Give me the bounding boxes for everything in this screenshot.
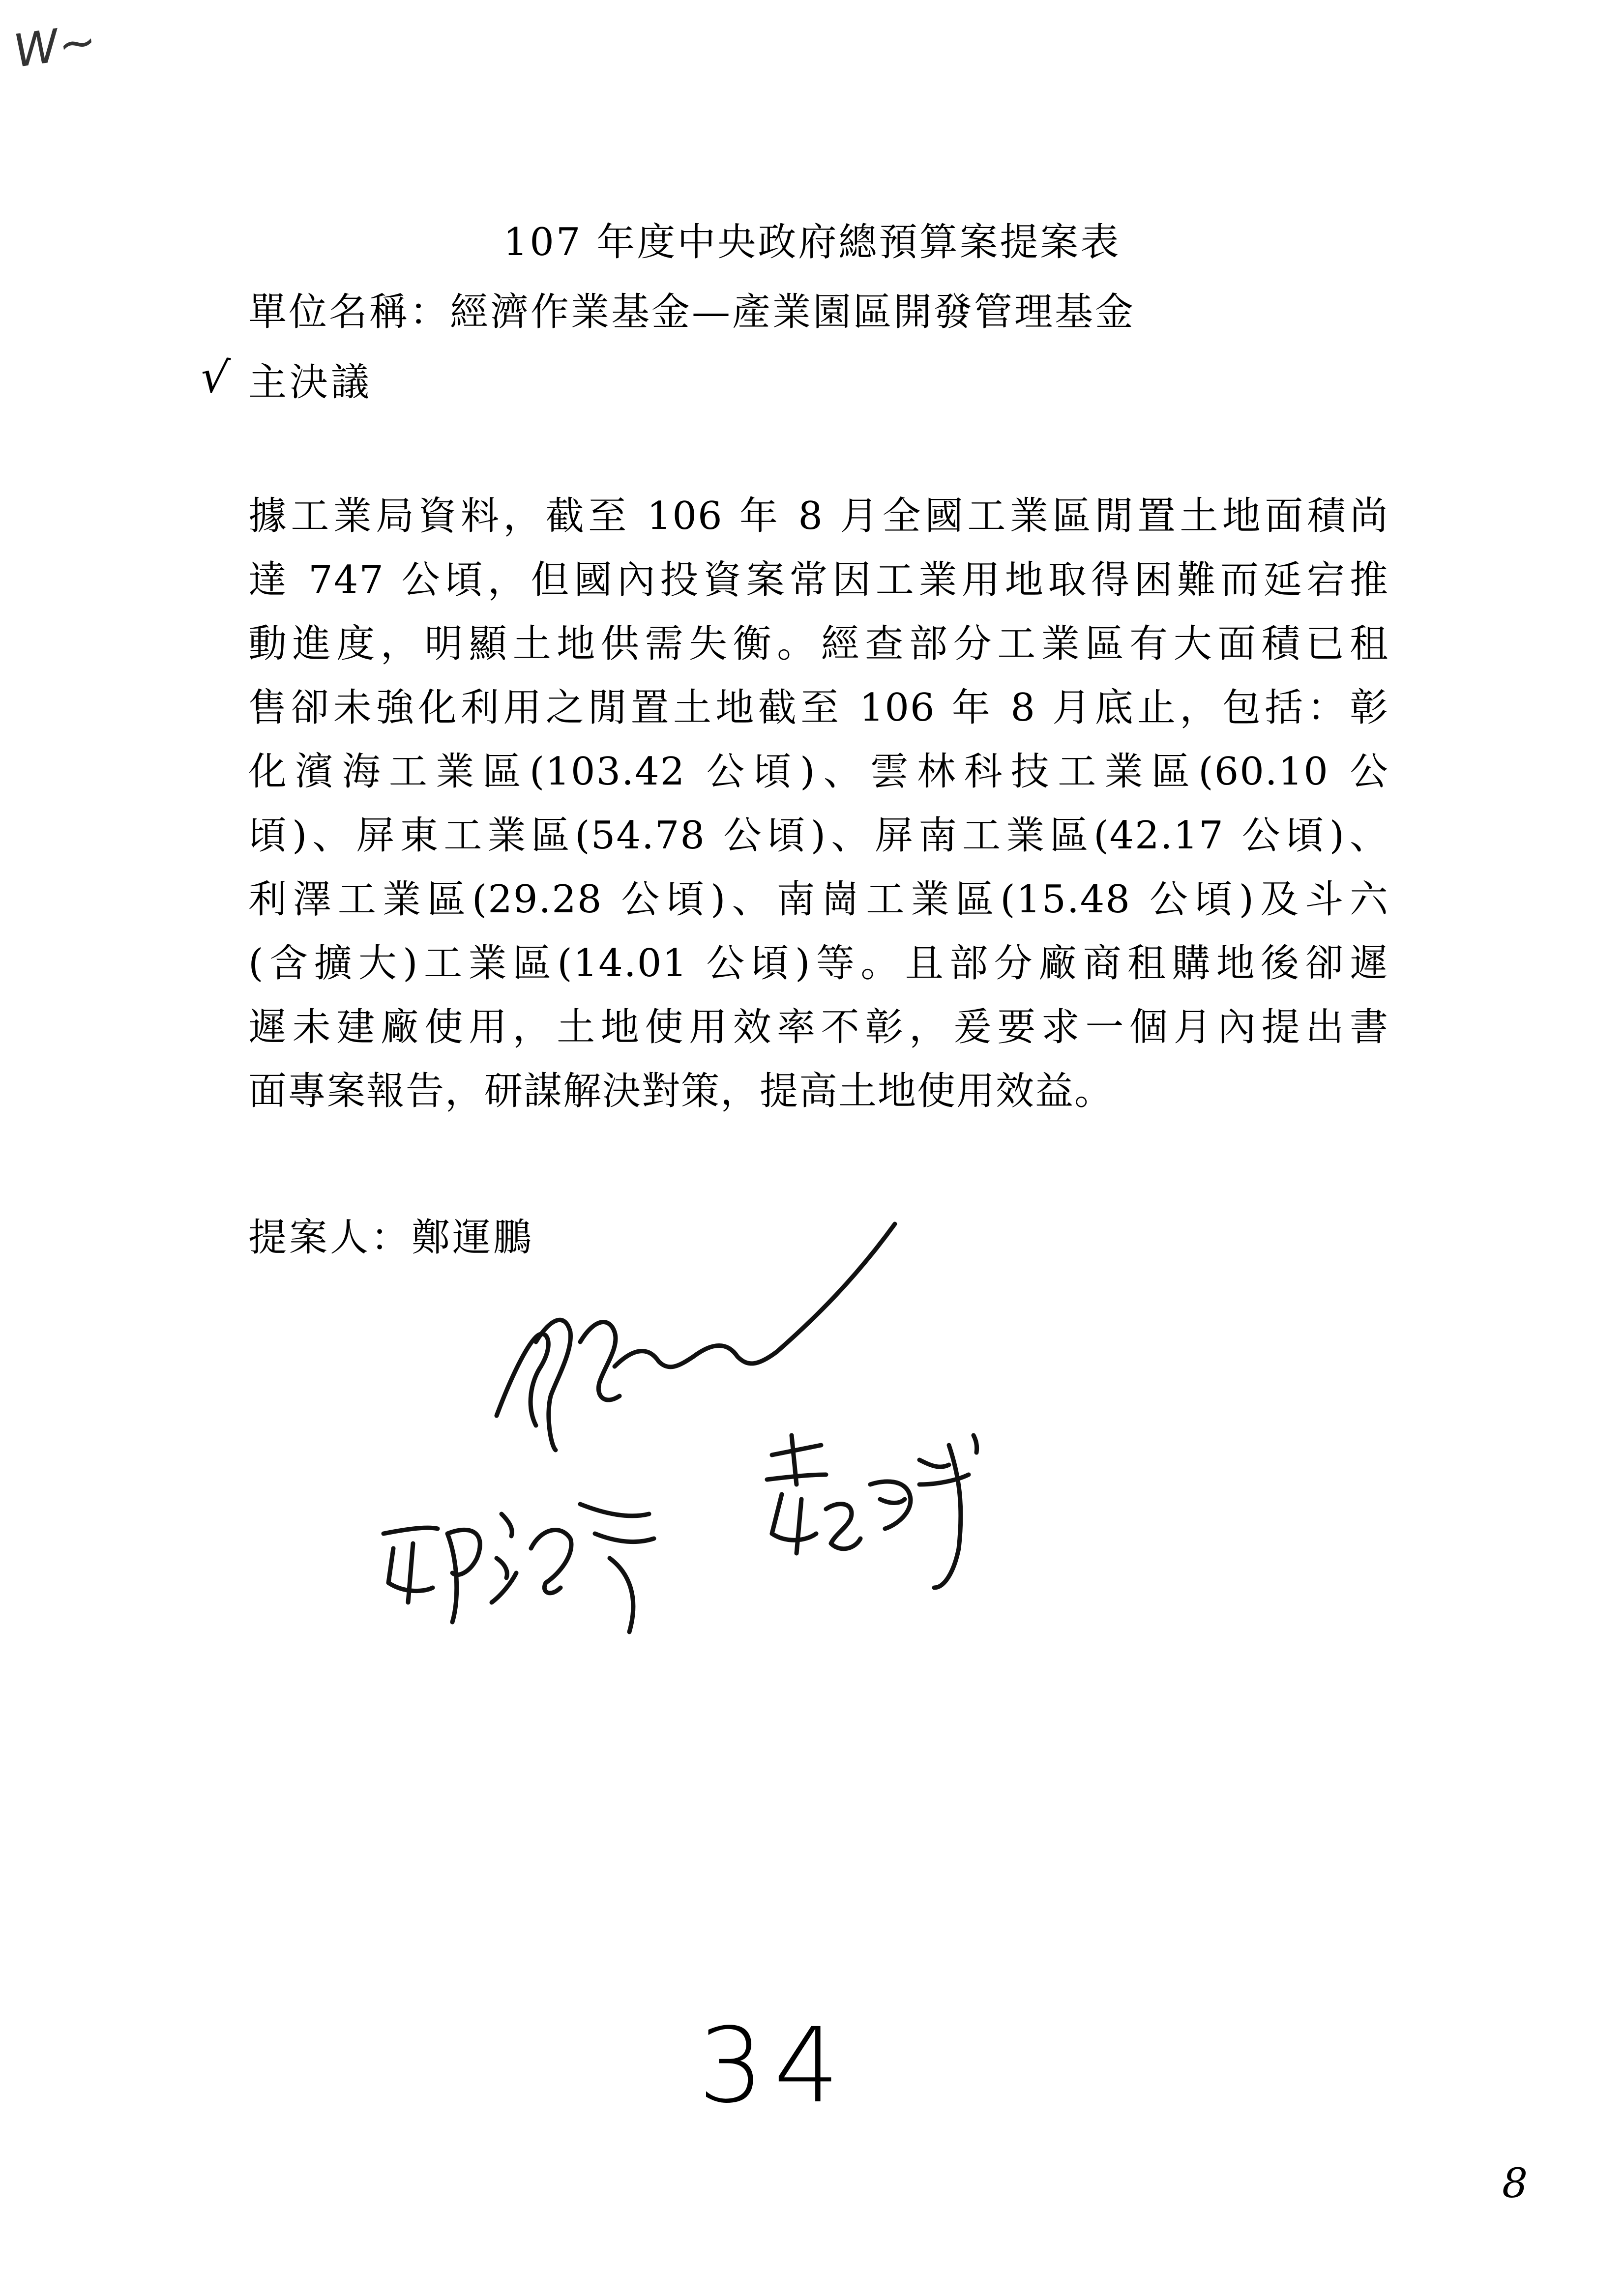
check-mark: √	[198, 350, 232, 405]
decision-type: 主決議	[248, 360, 373, 405]
unit-label: 單位名稱：	[248, 290, 450, 334]
signature-3	[742, 1425, 998, 1632]
body-line: 動進度，明顯土地供需失衡。經查部分工業區有大面積已租	[248, 622, 1389, 666]
body-line: 面專案報告，研謀解決對策，提高土地使用效益。	[248, 1069, 1114, 1113]
unit-name: 經濟作業基金—產業園區開發管理基金	[450, 290, 1136, 334]
handwritten-page-number: 34	[698, 2005, 850, 2126]
body-line: 遲未建廠使用，土地使用效率不彰，爰要求一個月內提出書	[248, 1005, 1389, 1049]
handwritten-sheet-number: 8	[1502, 2160, 1528, 2207]
body-line: 頃)、屏東工業區(54.78 公頃)、屏南工業區(42.17 公頃)、	[248, 814, 1389, 858]
body-line: 達 747 公頃，但國內投資案常因工業用地取得困難而延宕推	[248, 558, 1389, 602]
body-line: 售卻未強化利用之閒置土地截至 106 年 8 月底止，包括：彰	[248, 686, 1389, 730]
body-line: 據工業局資料，截至 106 年 8 月全國工業區閒置土地面積尚	[248, 494, 1389, 538]
proposer-label: 提案人：	[248, 1216, 412, 1260]
body-line: (含擴大)工業區(14.01 公頃)等。且部分廠商租購地後卻遲	[248, 941, 1389, 986]
proposal-body	[248, 484, 1389, 1123]
handwritten-corner-note: W~	[10, 14, 100, 78]
body-line: 利澤工業區(29.28 公頃)、南崗工業區(15.48 公頃)及斗六	[248, 877, 1389, 922]
unit-line	[248, 281, 1135, 336]
body-line: 化濱海工業區(103.42 公頃)、雲林科技工業區(60.10 公	[248, 750, 1389, 794]
document-title: 107 年度中央政府總預算案提案表	[503, 220, 1121, 264]
proposer-name: 鄭運鵬	[412, 1216, 534, 1260]
signature-2	[374, 1475, 669, 1661]
